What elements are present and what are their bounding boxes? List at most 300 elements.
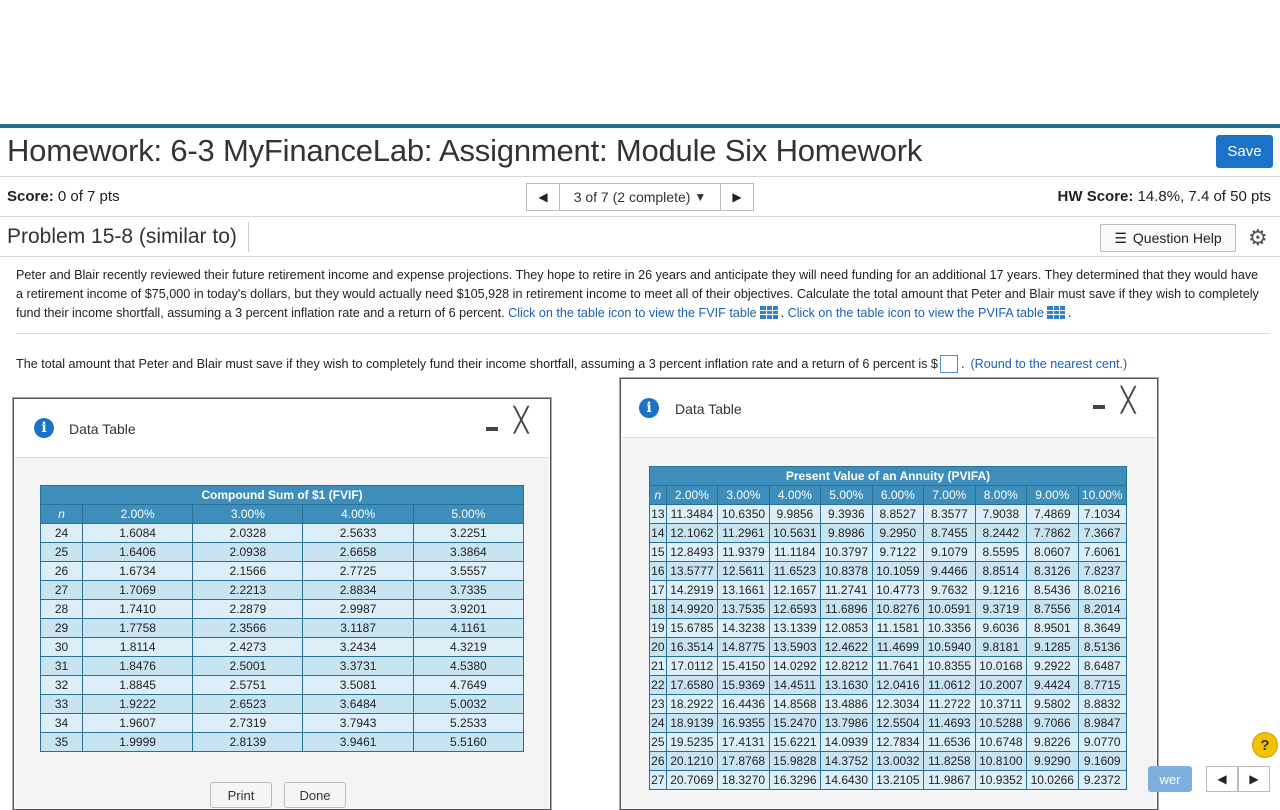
gear-icon[interactable]: ⚙ <box>1248 225 1268 250</box>
table-cell: 12.0416 <box>872 676 923 695</box>
table-cell: 23 <box>650 695 667 714</box>
print-button[interactable]: Print <box>210 782 272 808</box>
table-cell: 15.6221 <box>769 733 820 752</box>
table-cell: 3.5557 <box>413 562 523 581</box>
column-header: 6.00% <box>872 486 923 505</box>
table-cell: 9.2950 <box>872 524 923 543</box>
table-cell: 7.7862 <box>1027 524 1078 543</box>
table-cell: 9.4424 <box>1027 676 1078 695</box>
table-cell: 13.1630 <box>821 676 872 695</box>
table-cell: 12.1657 <box>769 581 820 600</box>
table-cell: 12.0853 <box>821 619 872 638</box>
table-cell: 27 <box>650 771 667 790</box>
table-cell: 8.3649 <box>1078 619 1126 638</box>
table-cell: 12.7834 <box>872 733 923 752</box>
table-cell: 14.3752 <box>821 752 872 771</box>
table-cell: 11.4699 <box>872 638 923 657</box>
table-cell: 8.8514 <box>975 562 1026 581</box>
question-help-button[interactable]: ☰ Question Help <box>1100 224 1236 252</box>
table-cell: 16.9355 <box>718 714 769 733</box>
table-cell: 8.0607 <box>1027 543 1078 562</box>
table-row <box>650 676 1127 695</box>
table-cell: 32 <box>41 676 83 695</box>
fvif-link[interactable]: Click on the table icon to view the FVIF table <box>508 306 757 320</box>
table-cell: 2.5751 <box>193 676 303 695</box>
table-cell: 1.9607 <box>82 714 192 733</box>
info-icon: i <box>639 398 659 418</box>
table-cell: 11.2741 <box>821 581 872 600</box>
table-cell: 33 <box>41 695 83 714</box>
table-cell: 7.3667 <box>1078 524 1126 543</box>
table-header-row <box>650 486 1127 505</box>
caret-down-icon: ▼ <box>694 190 707 204</box>
fvif-data-table-dialog <box>13 398 551 810</box>
table-cell: 18 <box>650 600 667 619</box>
table-row <box>650 714 1127 733</box>
table-row <box>650 638 1127 657</box>
table-cell: 3.9201 <box>413 600 523 619</box>
table-cell: 5.2533 <box>413 714 523 733</box>
table-cell: 2.3566 <box>193 619 303 638</box>
table-cell: 10.8355 <box>924 657 975 676</box>
table-cell: 8.5595 <box>975 543 1026 562</box>
table-cell: 2.0938 <box>193 543 303 562</box>
table-cell: 4.7649 <box>413 676 523 695</box>
table-row <box>41 581 524 600</box>
column-header: n <box>650 486 667 505</box>
table-cell: 15.9369 <box>718 676 769 695</box>
table-cell: 20.7069 <box>666 771 717 790</box>
table-cell: 5.5160 <box>413 733 523 752</box>
table-row <box>650 657 1127 676</box>
table-cell: 9.5802 <box>1027 695 1078 714</box>
table-cell: 12.3034 <box>872 695 923 714</box>
column-header: 4.00% <box>769 486 820 505</box>
table-cell: 11.2961 <box>718 524 769 543</box>
check-answer-button[interactable]: wer <box>1148 766 1192 792</box>
column-header: 8.00% <box>975 486 1026 505</box>
divider <box>0 256 1280 257</box>
table-cell: 7.8237 <box>1078 562 1126 581</box>
table-cell: 8.6487 <box>1078 657 1126 676</box>
table-cell: 12.8212 <box>821 657 872 676</box>
column-header: 10.00% <box>1078 486 1126 505</box>
table-cell: 2.6658 <box>303 543 413 562</box>
table-cell: 16.3514 <box>666 638 717 657</box>
table-icon[interactable] <box>1047 306 1065 319</box>
done-button[interactable]: Done <box>284 782 346 808</box>
table-cell: 11.6523 <box>769 562 820 581</box>
table-cell: 3.5081 <box>303 676 413 695</box>
table-cell: 2.6523 <box>193 695 303 714</box>
table-cell: 19 <box>650 619 667 638</box>
table-cell: 14.6430 <box>821 771 872 790</box>
table-cell: 19.5235 <box>666 733 717 752</box>
pvifa-link[interactable]: Click on the table icon to view the PVIFA table <box>787 306 1044 320</box>
table-cell: 9.3719 <box>975 600 1026 619</box>
table-cell: 2.2213 <box>193 581 303 600</box>
table-cell: 9.2372 <box>1078 771 1126 790</box>
table-cell: 8.2014 <box>1078 600 1126 619</box>
table-cell: 1.8476 <box>82 657 192 676</box>
table-cell: 16 <box>650 562 667 581</box>
table-cell: 8.7715 <box>1078 676 1126 695</box>
table-cell: 8.7556 <box>1027 600 1078 619</box>
table-cell: 10.8276 <box>872 600 923 619</box>
table-cell: 10.8100 <box>975 752 1026 771</box>
table-cell: 10.6748 <box>975 733 1026 752</box>
table-cell: 24 <box>41 524 83 543</box>
help-icon[interactable]: ? <box>1252 732 1278 758</box>
column-header: 2.00% <box>666 486 717 505</box>
table-cell: 1.6734 <box>82 562 192 581</box>
table-cell: 10.5288 <box>975 714 1026 733</box>
table-cell: 9.3936 <box>821 505 872 524</box>
column-header: 9.00% <box>1027 486 1078 505</box>
divider <box>0 176 1280 177</box>
table-cell: 12.8493 <box>666 543 717 562</box>
column-header: 3.00% <box>193 505 303 524</box>
table-cell: 20.1210 <box>666 752 717 771</box>
table-cell: 13.4886 <box>821 695 872 714</box>
table-cell: 7.1034 <box>1078 505 1126 524</box>
table-cell: 8.5436 <box>1027 581 1078 600</box>
table-cell: 13.5903 <box>769 638 820 657</box>
table-cell: 24 <box>650 714 667 733</box>
table-row <box>650 695 1127 714</box>
table-cell: 11.1581 <box>872 619 923 638</box>
divider <box>0 216 1280 217</box>
table-cell: 7.9038 <box>975 505 1026 524</box>
table-cell: 11.7641 <box>872 657 923 676</box>
table-cell: 9.8226 <box>1027 733 1078 752</box>
table-cell: 4.5380 <box>413 657 523 676</box>
table-icon[interactable] <box>760 306 778 319</box>
next-question-button[interactable]: ▶ <box>720 183 754 211</box>
table-cell: 2.4273 <box>193 638 303 657</box>
table-cell: 3.2251 <box>413 524 523 543</box>
table-header-row <box>41 505 524 524</box>
table-cell: 8.8527 <box>872 505 923 524</box>
list-icon: ☰ <box>1114 229 1127 246</box>
close-icon[interactable]: ╳ <box>1121 387 1136 414</box>
table-row <box>650 752 1127 771</box>
divider <box>16 333 1270 334</box>
column-header: 3.00% <box>718 486 769 505</box>
table-cell: 1.6406 <box>82 543 192 562</box>
column-header: 7.00% <box>924 486 975 505</box>
table-cell: 14.8568 <box>769 695 820 714</box>
table-cell: 1.8114 <box>82 638 192 657</box>
table-cell: 15.2470 <box>769 714 820 733</box>
dialog-title: Data Table <box>675 401 742 417</box>
table-cell: 18.9139 <box>666 714 717 733</box>
table-row <box>41 676 524 695</box>
table-cell: 1.9999 <box>82 733 192 752</box>
table-cell: 18.2922 <box>666 695 717 714</box>
table-cell: 15.6785 <box>666 619 717 638</box>
column-header: n <box>41 505 83 524</box>
table-cell: 14.0939 <box>821 733 872 752</box>
table-cell: 34 <box>41 714 83 733</box>
table-cell: 8.5136 <box>1078 638 1126 657</box>
table-cell: 14.8775 <box>718 638 769 657</box>
table-cell: 3.9461 <box>303 733 413 752</box>
answer-input[interactable] <box>940 355 958 373</box>
column-header: 4.00% <box>303 505 413 524</box>
table-cell: 11.1184 <box>769 543 820 562</box>
table-cell: 14 <box>650 524 667 543</box>
table-cell: 10.8378 <box>821 562 872 581</box>
table-cell: 14.9920 <box>666 600 717 619</box>
table-row <box>41 638 524 657</box>
table-cell: 9.1609 <box>1078 752 1126 771</box>
table-cell: 9.8986 <box>821 524 872 543</box>
table-row <box>41 657 524 676</box>
table-cell: 9.6036 <box>975 619 1026 638</box>
table-cell: 1.7758 <box>82 619 192 638</box>
table-cell: 11.9379 <box>718 543 769 562</box>
table-cell: 9.8181 <box>975 638 1026 657</box>
next-button[interactable]: ▶ <box>1238 766 1270 792</box>
table-cell: 2.7725 <box>303 562 413 581</box>
problem-title: Problem 15-8 (similar to) <box>7 225 237 248</box>
table-cell: 2.7319 <box>193 714 303 733</box>
dialog-title: Data Table <box>69 421 136 437</box>
column-header: 5.00% <box>821 486 872 505</box>
table-cell: 10.0266 <box>1027 771 1078 790</box>
table-row <box>650 581 1127 600</box>
table-cell: 9.7122 <box>872 543 923 562</box>
table-cell: 9.1079 <box>924 543 975 562</box>
table-cell: 11.6896 <box>821 600 872 619</box>
table-cell: 8.2442 <box>975 524 1026 543</box>
table-cell: 12.5504 <box>872 714 923 733</box>
table-cell: 17.0112 <box>666 657 717 676</box>
column-header: 5.00% <box>413 505 523 524</box>
table-cell: 10.6350 <box>718 505 769 524</box>
table-row <box>41 562 524 581</box>
table-cell: 9.4466 <box>924 562 975 581</box>
table-cell: 3.3864 <box>413 543 523 562</box>
table-cell: 10.5940 <box>924 638 975 657</box>
table-cell: 8.3577 <box>924 505 975 524</box>
table-row <box>41 695 524 714</box>
table-row <box>650 733 1127 752</box>
table-cell: 18.3270 <box>718 771 769 790</box>
table-cell: 17.8768 <box>718 752 769 771</box>
table-cell: 3.7943 <box>303 714 413 733</box>
save-button[interactable]: Save <box>1216 135 1273 168</box>
table-cell: 9.1285 <box>1027 638 1078 657</box>
table-cell: 11.4693 <box>924 714 975 733</box>
table-cell: 10.3711 <box>975 695 1026 714</box>
pvifa-table <box>649 466 1127 790</box>
table-cell: 31 <box>41 657 83 676</box>
table-cell: 30 <box>41 638 83 657</box>
table-cell: 29 <box>41 619 83 638</box>
table-cell: 12.6593 <box>769 600 820 619</box>
table-cell: 15.4150 <box>718 657 769 676</box>
table-cell: 4.3219 <box>413 638 523 657</box>
table-cell: 2.9987 <box>303 600 413 619</box>
table-cell: 21 <box>650 657 667 676</box>
table-cell: 16.3296 <box>769 771 820 790</box>
table-cell: 10.0591 <box>924 600 975 619</box>
table-cell: 13.7535 <box>718 600 769 619</box>
top-accent-bar <box>0 124 1280 128</box>
table-cell: 4.1161 <box>413 619 523 638</box>
table-row <box>650 543 1127 562</box>
page-title: Homework: 6-3 MyFinanceLab: Assignment: Module Six Homework <box>7 133 923 168</box>
table-cell: 11.9867 <box>924 771 975 790</box>
table-cell: 7.6061 <box>1078 543 1126 562</box>
table-cell: 3.3731 <box>303 657 413 676</box>
table-cell: 8.9501 <box>1027 619 1078 638</box>
table-cell: 12.4622 <box>821 638 872 657</box>
table-cell: 26 <box>41 562 83 581</box>
table-cell: 11.2722 <box>924 695 975 714</box>
pvifa-data-table-dialog <box>620 378 1158 810</box>
table-cell: 2.5633 <box>303 524 413 543</box>
table-cell: 9.7632 <box>924 581 975 600</box>
table-cell: 8.7455 <box>924 524 975 543</box>
table-cell: 1.8845 <box>82 676 192 695</box>
table-cell: 1.7410 <box>82 600 192 619</box>
table-cell: 2.1566 <box>193 562 303 581</box>
table-cell: 12.5611 <box>718 562 769 581</box>
question-text: Peter and Blair recently reviewed their future retirement income and expense projections. They hope to retire in 26 years and anticipate they will need funding for an additional 17 years. They determined that they would have a retirement income of $75,000 in today's dollars, but they would actually need $105,928 in retirement income to meet all of their objectives. Calculate the total amount that Peter and Blair must save if they wish to completely fund their income shortfall, assuming a 3 percent inflation rate and a return of 6 percent. Click on the table icon to view the FVIF table . Click on the table icon to view the PVIFA table . <box>16 268 1259 320</box>
table-cell: 3.1187 <box>303 619 413 638</box>
table-cell: 13 <box>650 505 667 524</box>
table-cell: 3.7335 <box>413 581 523 600</box>
table-cell: 25 <box>41 543 83 562</box>
table-cell: 26 <box>650 752 667 771</box>
question-select[interactable]: 3 of 7 (2 complete) ▼ <box>560 183 720 211</box>
table-cell: 9.9290 <box>1027 752 1078 771</box>
question-navigator <box>526 183 754 211</box>
table-cell: 10.9352 <box>975 771 1026 790</box>
table-cell: 14.2919 <box>666 581 717 600</box>
table-cell: 2.8834 <box>303 581 413 600</box>
table-cell: 10.5631 <box>769 524 820 543</box>
table-cell: 8.8832 <box>1078 695 1126 714</box>
table-cell: 25 <box>650 733 667 752</box>
table-cell: 2.8139 <box>193 733 303 752</box>
rounding-note: (Round to the nearest cent.) <box>970 357 1128 371</box>
table-cell: 2.0328 <box>193 524 303 543</box>
table-caption: Compound Sum of $1 (FVIF) <box>41 486 524 505</box>
minimize-icon[interactable] <box>486 427 498 431</box>
table-cell: 8.0216 <box>1078 581 1126 600</box>
table-cell: 28 <box>41 600 83 619</box>
table-cell: 1.7069 <box>82 581 192 600</box>
table-cell: 17 <box>650 581 667 600</box>
divider <box>248 222 249 252</box>
table-cell: 16.4436 <box>718 695 769 714</box>
table-cell: 13.5777 <box>666 562 717 581</box>
table-cell: 14.0292 <box>769 657 820 676</box>
table-cell: 15 <box>650 543 667 562</box>
table-row <box>650 771 1127 790</box>
table-cell: 9.0770 <box>1078 733 1126 752</box>
table-caption: Present Value of an Annuity (PVIFA) <box>650 467 1127 486</box>
table-cell: 1.9222 <box>82 695 192 714</box>
table-cell: 11.0612 <box>924 676 975 695</box>
table-cell: 1.6084 <box>82 524 192 543</box>
table-cell: 5.0032 <box>413 695 523 714</box>
table-cell: 8.9847 <box>1078 714 1126 733</box>
hw-score: HW Score: 14.8%, 7.4 of 50 pts <box>1057 188 1271 205</box>
table-cell: 12.1062 <box>666 524 717 543</box>
table-row <box>650 619 1127 638</box>
table-cell: 20 <box>650 638 667 657</box>
table-cell: 13.2105 <box>872 771 923 790</box>
table-cell: 10.2007 <box>975 676 1026 695</box>
table-row <box>41 714 524 733</box>
table-cell: 35 <box>41 733 83 752</box>
table-cell: 9.9856 <box>769 505 820 524</box>
table-cell: 11.8258 <box>924 752 975 771</box>
table-cell: 7.4869 <box>1027 505 1078 524</box>
minimize-icon[interactable] <box>1093 405 1105 409</box>
table-row <box>650 505 1127 524</box>
table-cell: 10.1059 <box>872 562 923 581</box>
table-cell: 15.9828 <box>769 752 820 771</box>
fvif-table <box>40 485 524 752</box>
table-cell: 17.4131 <box>718 733 769 752</box>
table-cell: 9.7066 <box>1027 714 1078 733</box>
table-row <box>41 733 524 752</box>
table-cell: 11.3484 <box>666 505 717 524</box>
table-cell: 2.2879 <box>193 600 303 619</box>
answer-line: The total amount that Peter and Blair must save if they wish to completely fund their income shortfall, assuming a 3 percent inflation rate and a return of 6 percent is $ . (Round to the nearest cent.) <box>16 357 1128 371</box>
table-cell: 9.1216 <box>975 581 1026 600</box>
column-header: 2.00% <box>82 505 192 524</box>
table-row <box>41 543 524 562</box>
table-cell: 9.2922 <box>1027 657 1078 676</box>
table-cell: 10.4773 <box>872 581 923 600</box>
table-cell: 10.0168 <box>975 657 1026 676</box>
table-cell: 11.6536 <box>924 733 975 752</box>
table-cell: 10.3356 <box>924 619 975 638</box>
table-cell: 3.6484 <box>303 695 413 714</box>
table-row <box>41 619 524 638</box>
table-cell: 13.7986 <box>821 714 872 733</box>
table-cell: 27 <box>41 581 83 600</box>
table-row <box>650 524 1127 543</box>
table-cell: 8.3126 <box>1027 562 1078 581</box>
close-icon[interactable]: ╳ <box>514 407 529 434</box>
table-cell: 2.5001 <box>193 657 303 676</box>
table-cell: 3.2434 <box>303 638 413 657</box>
prev-question-button[interactable]: ◀ <box>526 183 560 211</box>
table-cell: 22 <box>650 676 667 695</box>
score: Score: 0 of 7 pts <box>7 188 120 205</box>
table-cell: 17.6580 <box>666 676 717 695</box>
table-row <box>650 562 1127 581</box>
table-row <box>41 600 524 619</box>
prev-button[interactable]: ◀ <box>1206 766 1238 792</box>
table-row <box>650 600 1127 619</box>
table-row <box>41 524 524 543</box>
info-icon: i <box>34 418 54 438</box>
table-cell: 13.1661 <box>718 581 769 600</box>
table-cell: 10.3797 <box>821 543 872 562</box>
table-cell: 13.0032 <box>872 752 923 771</box>
table-cell: 13.1339 <box>769 619 820 638</box>
table-cell: 14.4511 <box>769 676 820 695</box>
